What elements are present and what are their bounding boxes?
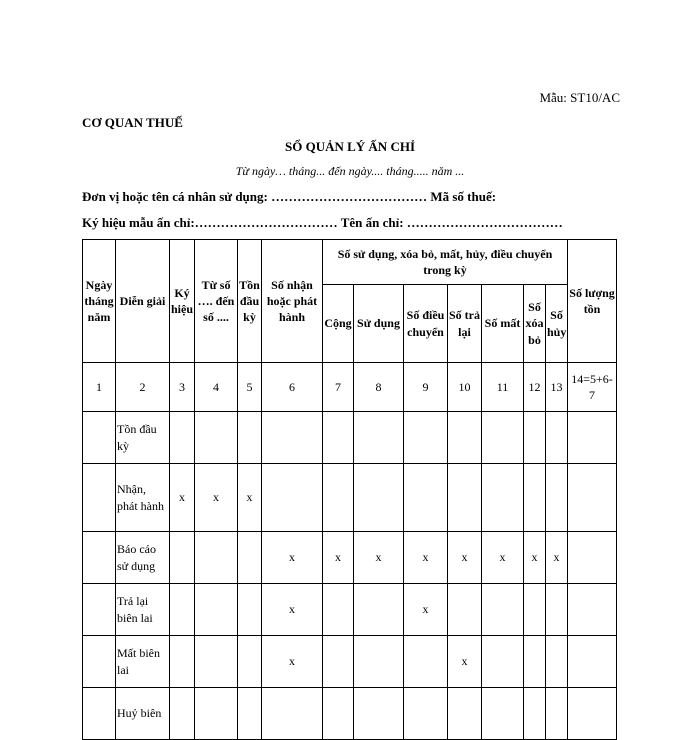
col-header-date: Ngày tháng năm	[83, 240, 116, 363]
col-number: 6	[262, 363, 323, 412]
col-number: 14=5+6-7	[568, 363, 617, 412]
row-cell	[404, 636, 448, 688]
row-cell	[238, 412, 262, 464]
table-row	[83, 464, 617, 532]
row-cell	[482, 412, 524, 464]
col-number: 4	[195, 363, 238, 412]
row-cell: x	[170, 464, 195, 532]
row-cell	[568, 412, 617, 464]
row-cell	[195, 532, 238, 584]
col-header-remaining: Số lượng tồn	[568, 240, 617, 363]
row-cell: x	[448, 532, 482, 584]
row-cell	[354, 636, 404, 688]
table-row	[83, 584, 617, 636]
row-date-cell	[83, 464, 116, 532]
col-number: 13	[546, 363, 568, 412]
row-cell	[482, 584, 524, 636]
col-number: 1	[83, 363, 116, 412]
row-label: Tồn đầu kỳ	[116, 412, 170, 464]
agency-label: CƠ QUAN THUẾ	[82, 115, 183, 130]
row-date-cell	[83, 532, 116, 584]
table-row	[83, 636, 617, 688]
col-header-used: Sử dụng	[354, 285, 404, 363]
row-cell	[568, 532, 617, 584]
row-cell	[195, 584, 238, 636]
row-cell	[238, 636, 262, 688]
row-cell	[262, 688, 323, 740]
row-cell: x	[524, 532, 546, 584]
row-cell	[482, 464, 524, 532]
row-cell	[170, 412, 195, 464]
row-cell	[482, 688, 524, 740]
row-cell	[482, 636, 524, 688]
row-cell	[323, 636, 354, 688]
column-number-row	[83, 363, 617, 412]
row-cell	[404, 464, 448, 532]
col-header-destroyed: Số hủy	[546, 285, 568, 363]
row-cell	[568, 464, 617, 532]
row-cell	[568, 636, 617, 688]
row-cell	[448, 412, 482, 464]
row-date-cell	[83, 688, 116, 740]
form-code: Mẫu: ST10/AC	[539, 90, 620, 105]
row-cell: x	[354, 532, 404, 584]
col-header-deleted: Số xóa bỏ	[524, 285, 546, 363]
row-label: Trả lại biên lai	[116, 584, 170, 636]
table-row	[83, 412, 617, 464]
row-cell	[354, 464, 404, 532]
row-label: Huỷ biên	[116, 688, 170, 740]
row-cell: x	[448, 636, 482, 688]
row-cell	[170, 688, 195, 740]
row-cell	[323, 412, 354, 464]
row-cell	[448, 688, 482, 740]
row-cell	[448, 464, 482, 532]
row-cell	[170, 636, 195, 688]
symbol-name-line: Ký hiệu mẫu ấn chỉ:…………………………… Tên ấn chỉ: ………………………………	[82, 215, 563, 230]
row-cell: x	[482, 532, 524, 584]
row-label: Báo cáo sử dụng	[116, 532, 170, 584]
row-cell	[524, 412, 546, 464]
row-cell	[546, 412, 568, 464]
row-cell	[448, 584, 482, 636]
row-cell: x	[262, 584, 323, 636]
page-title: SỔ QUẢN LÝ ẤN CHỈ	[284, 139, 415, 154]
col-number: 7	[323, 363, 354, 412]
row-cell: x	[262, 532, 323, 584]
row-cell: x	[404, 584, 448, 636]
row-cell	[546, 688, 568, 740]
col-header-lost: Số mất	[482, 285, 524, 363]
row-cell: x	[323, 532, 354, 584]
row-cell	[546, 636, 568, 688]
row-cell	[568, 584, 617, 636]
row-date-cell	[83, 412, 116, 464]
row-cell	[354, 688, 404, 740]
row-cell: x	[546, 532, 568, 584]
table-row	[83, 688, 617, 740]
row-cell	[546, 464, 568, 532]
row-cell	[568, 688, 617, 740]
col-number: 11	[482, 363, 524, 412]
unit-tax-code-line: Đơn vị hoặc tên cá nhân sử dụng: ……………………………… Mã số thuế:	[82, 189, 497, 204]
col-number: 8	[354, 363, 404, 412]
row-cell: x	[238, 464, 262, 532]
col-number: 2	[116, 363, 170, 412]
col-header-total: Cộng	[323, 285, 354, 363]
table-row	[83, 532, 617, 584]
col-header-group: Số sử dụng, xóa bỏ, mất, hủy, điều chuyển trong kỳ	[323, 240, 568, 285]
period-line: Từ ngày… tháng... đến ngày.... tháng..... năm ...	[235, 164, 465, 178]
col-header-symbol: Ký hiệu	[170, 240, 195, 363]
row-cell	[323, 688, 354, 740]
row-date-cell	[83, 636, 116, 688]
row-cell	[524, 636, 546, 688]
row-label: Nhận, phát hành	[116, 464, 170, 532]
row-cell	[404, 688, 448, 740]
col-header-description: Diễn giải	[116, 240, 170, 363]
row-cell	[238, 584, 262, 636]
col-number: 12	[524, 363, 546, 412]
col-number: 5	[238, 363, 262, 412]
col-number: 9	[404, 363, 448, 412]
row-cell	[195, 412, 238, 464]
row-cell	[354, 412, 404, 464]
row-cell	[323, 584, 354, 636]
row-cell	[195, 688, 238, 740]
row-cell	[354, 584, 404, 636]
row-cell	[262, 464, 323, 532]
col-number: 10	[448, 363, 482, 412]
row-cell	[524, 464, 546, 532]
col-header-opening: Tồn đầu kỳ	[238, 240, 262, 363]
row-cell: x	[262, 636, 323, 688]
row-cell	[170, 532, 195, 584]
row-cell	[524, 584, 546, 636]
col-header-transferred: Số điều chuyển	[404, 285, 448, 363]
row-cell	[546, 584, 568, 636]
row-cell	[170, 584, 195, 636]
col-header-from-number: Từ số …. đến số ....	[195, 240, 238, 363]
col-number: 3	[170, 363, 195, 412]
row-cell: x	[195, 464, 238, 532]
row-cell	[195, 636, 238, 688]
row-cell	[404, 412, 448, 464]
row-label: Mất biên lai	[116, 636, 170, 688]
row-cell	[524, 688, 546, 740]
row-cell	[262, 412, 323, 464]
row-cell	[238, 688, 262, 740]
row-cell	[323, 464, 354, 532]
row-cell	[238, 532, 262, 584]
ledger-table	[82, 239, 617, 740]
row-cell: x	[404, 532, 448, 584]
col-header-received: Số nhận hoặc phát hành	[262, 240, 323, 363]
row-date-cell	[83, 584, 116, 636]
col-header-returned: Số trả lại	[448, 285, 482, 363]
